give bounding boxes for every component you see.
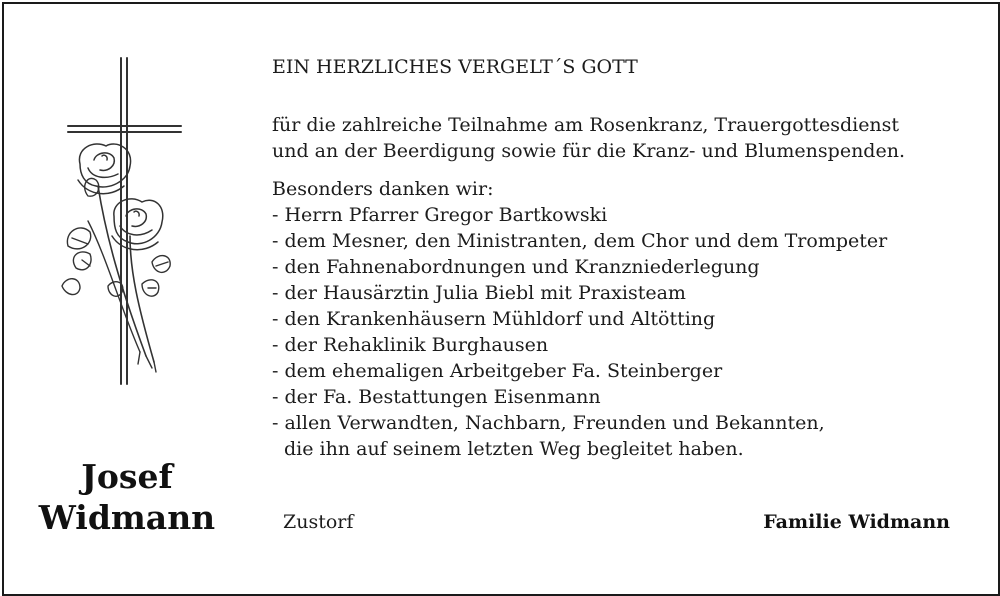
family-signature: Familie Widmann [763,511,950,533]
thanks-item: - dem ehemaligen Arbeitgeber Fa. Steinberger [272,360,723,382]
thanks-item: - der Hausärztin Julia Biebl mit Praxisteam [272,282,686,304]
thanks-item: - der Fa. Bestattungen Eisenmann [272,386,601,408]
thanks-continuation: die ihn auf seinem letzten Weg begleitet haben. [284,438,744,460]
deceased-last-name: Widmann [38,498,216,537]
thanks-item: - dem Mesner, den Ministranten, dem Chor und dem Trompeter [272,230,888,252]
thanks-list [272,202,972,462]
deceased-first-name: Josef [81,457,173,496]
cross-with-roses-icon [58,56,190,386]
notice-body [272,54,972,462]
thanks-item: - den Krankenhäusern Mühldorf und Altötting [272,308,716,330]
thanks-item: - Herrn Pfarrer Gregor Bartkowski [272,204,608,226]
thanks-intro: Besonders danken wir: [272,178,494,200]
notice-heading: EIN HERZLICHES VERGELT´S GOTT [272,56,638,78]
thanks-item: - allen Verwandten, Nachbarn, Freunden und Bekannten, [272,412,825,434]
thanks-item: - den Fahnenabordnungen und Kranzniederlegung [272,256,760,278]
intro-line: und an der Beerdigung sowie für die Kranz- und Blumenspenden. [272,140,905,162]
thanks-item: - der Rehaklinik Burghausen [272,334,549,356]
place-name: Zustorf [283,511,354,533]
intro-line: für die zahlreiche Teilnahme am Rosenkranz, Trauergottesdienst [272,114,900,136]
